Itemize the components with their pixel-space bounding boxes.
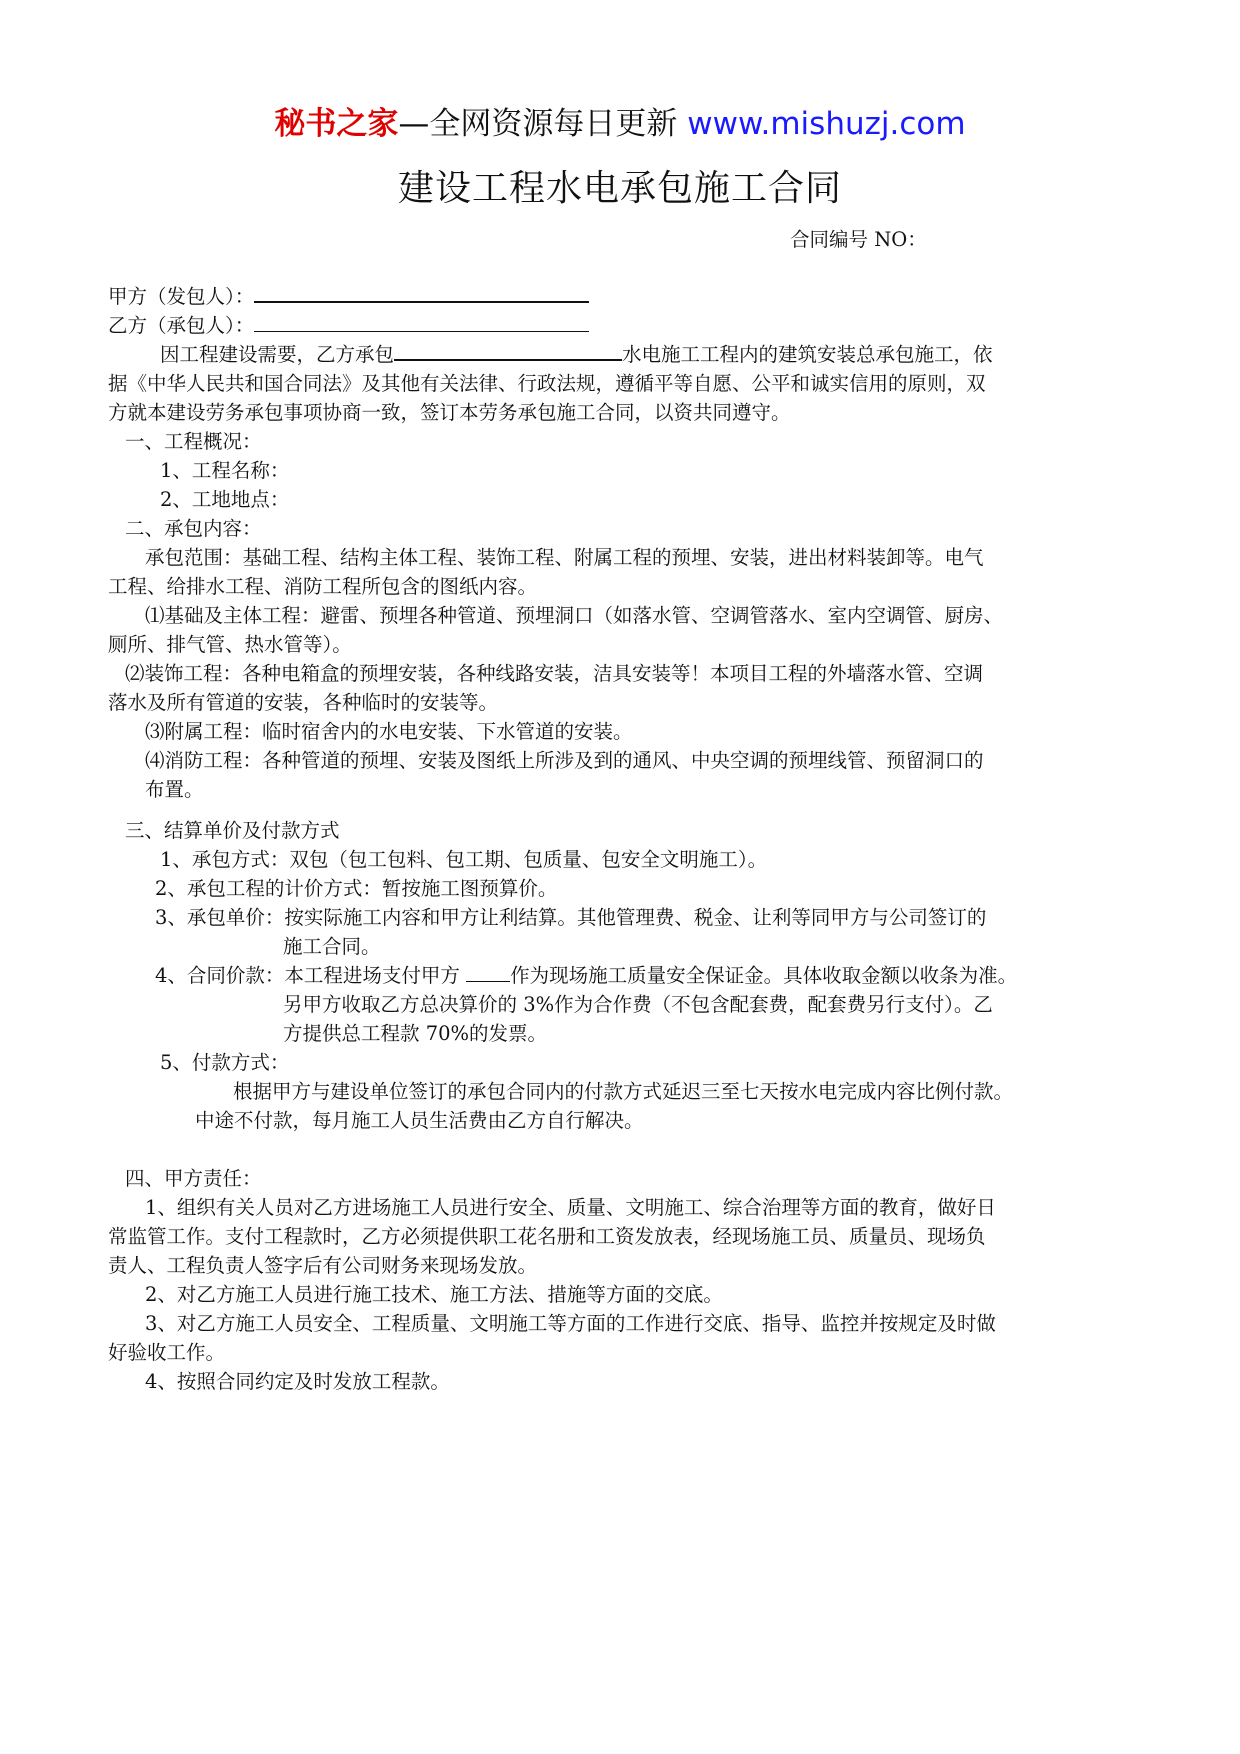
duty-2: 2、对乙方施工人员进行施工技术、施工方法、措施等方面的交底。 (145, 1283, 723, 1306)
banner-tagline: 全网资源每日更新 (429, 106, 688, 142)
unit-price-line-1: 3、承包单价：按实际施工内容和甲方让利结算。其他管理费、税金、让利等同甲方与公司签订的 (155, 906, 987, 929)
party-a-label: 甲方（发包人）： (108, 285, 255, 308)
contract-price-line-3: 方提供总工程款 70%的发票。 (283, 1022, 548, 1045)
party-b-blank (254, 313, 589, 332)
contract-price-text-a: 4、合同价款：本工程进场支付甲方 (155, 964, 467, 987)
project-blank (394, 341, 622, 361)
unit-price-line-2: 施工合同。 (283, 935, 381, 958)
party-a-line (108, 283, 589, 311)
fire-line-2: 布置。 (145, 778, 204, 801)
section-3-heading: 三、结算单价及付款方式 (125, 819, 340, 842)
duty-1-line-2: 常监管工作。支付工程款时，乙方必须提供职工花名册和工资发放表，经现场施工员、质量员、现场负 (108, 1225, 986, 1248)
deposit-blank (466, 963, 510, 982)
duty-1-line-3: 责人、工程负责人签字后有公司财务来现场发放。 (108, 1254, 538, 1277)
payment-line-1: 根据甲方与建设单位签订的承包合同内的付款方式延迟三至七天按水电完成内容比例付款。 (233, 1080, 1014, 1103)
duty-3-line-2: 好验收工作。 (108, 1341, 226, 1364)
banner-dash: — (398, 106, 430, 142)
contract-number: 合同编号 NO： (790, 228, 927, 251)
payment-line-2: 中途不付款，每月施工人员生活费由乙方自行解决。 (195, 1109, 644, 1132)
section-4-heading: 四、甲方责任： (125, 1167, 262, 1190)
scope-line-1: 承包范围：基础工程、结构主体工程、装饰工程、附属工程的预埋、安装，进出材料装卸等。电气 (145, 546, 984, 569)
foundation-line-2: 厕所、排气管、热水管等）。 (108, 633, 352, 656)
contract-price-text-b: 作为现场施工质量安全保证金。具体收取金额以收条为准。 (510, 964, 1018, 987)
site-location-item: 2、工地地点： (160, 488, 290, 511)
pricing-method-item: 2、承包工程的计价方式：暂按施工图预算价。 (155, 877, 558, 900)
foundation-line-1: ⑴基础及主体工程：避雷、预埋各种管道、预埋洞口（如落水管、空调管落水、室内空调管、厨房、 (145, 604, 1004, 627)
banner-url-link[interactable]: www.mishuzj.com (687, 106, 966, 142)
banner-brand: 秘书之家 (274, 106, 399, 142)
auxiliary-line: ⑶附属工程：临时宿舍内的水电安装、下水管道的安装。 (145, 720, 633, 743)
site-banner (0, 98, 1240, 143)
intro-text-a: 因工程建设需要，乙方承包 (160, 343, 395, 366)
contract-price-line-2: 另甲方收取乙方总决算价的 3%作为合作费（不包含配套费，配套费另行支付）。乙 (283, 993, 993, 1016)
party-b-line (108, 312, 589, 340)
duty-4: 4、按照合同约定及时发放工程款。 (145, 1370, 450, 1393)
contract-mode-item: 1、承包方式：双包（包工包料、包工期、包质量、包安全文明施工）。 (160, 848, 768, 871)
intro-line-3: 方就本建设劳务承包事项协商一致，签订本劳务承包施工合同，以资共同遵守。 (108, 401, 791, 424)
decoration-line-1: ⑵装饰工程：各种电箱盒的预埋安装，各种线路安装，洁具安装等！本项目工程的外墙落水管、空调 (125, 662, 984, 685)
intro-text-b: 水电施工工程内的建筑安装总承包施工，依 (622, 343, 993, 366)
party-b-label: 乙方（承包人）： (108, 314, 255, 337)
project-name-item: 1、工程名称： (160, 459, 290, 482)
section-1-heading: 一、工程概况： (125, 430, 262, 453)
document-title: 建设工程水电承包施工合同 (397, 168, 842, 209)
decoration-line-2: 落水及所有管道的安装，各种临时的安装等。 (108, 691, 499, 714)
duty-3-line-1: 3、对乙方施工人员安全、工程质量、文明施工等方面的工作进行交底、指导、监控并按规定及时做 (145, 1312, 996, 1335)
intro-line-1 (160, 341, 993, 369)
payment-method-item: 5、付款方式： (160, 1051, 290, 1074)
section-2-heading: 二、承包内容： (125, 517, 262, 540)
contract-price-line-1 (155, 962, 1017, 990)
party-a-blank (254, 283, 589, 303)
scope-line-2: 工程、给排水工程、消防工程所包含的图纸内容。 (108, 575, 538, 598)
intro-line-2: 据《中华人民共和国合同法》及其他有关法律、行政法规，遵循平等自愿、公平和诚实信用的原则，双 (108, 372, 986, 395)
fire-line-1: ⑷消防工程：各种管道的预埋、安装及图纸上所涉及到的通风、中央空调的预埋线管、预留洞口的 (145, 749, 984, 772)
duty-1-line-1: 1、组织有关人员对乙方进场施工人员进行安全、质量、文明施工、综合治理等方面的教育，做好日 (145, 1196, 996, 1219)
